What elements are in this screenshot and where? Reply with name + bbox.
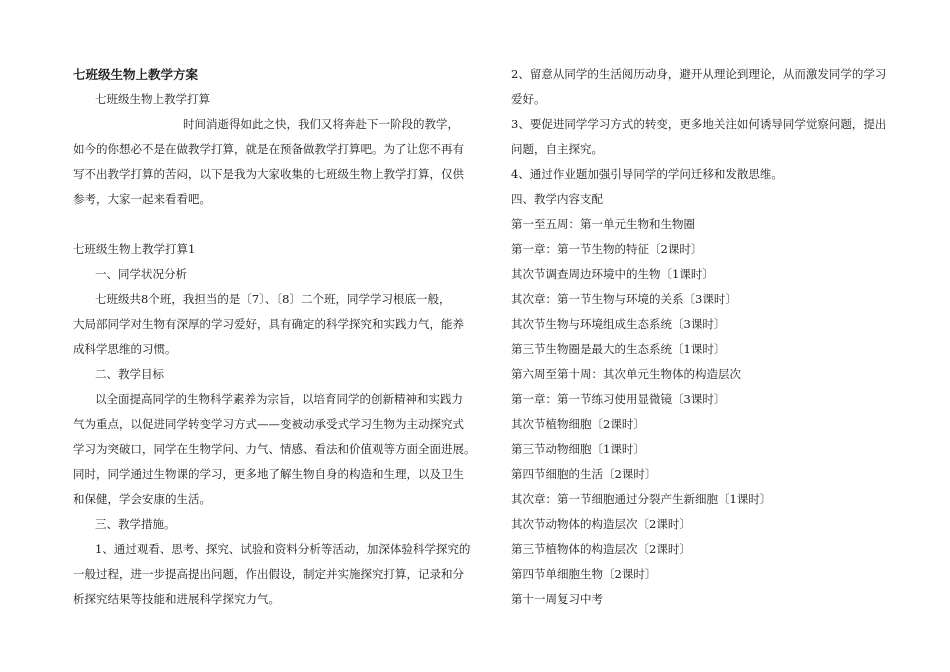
intro-line: 写不出教学打算的苦闷，以下是我为大家收集的七班级生物上教学打算，仅供 (73, 167, 464, 181)
body-line: 2、留意从同学的生活阅历动身，避开从理论到理论，从而激发同学的学习 (511, 67, 887, 81)
body-line: 和保健，学会安康的生活。 (73, 492, 211, 506)
schedule-item: 第一章：第一节练习使用显微镜〔3课时〕 (511, 392, 726, 406)
intro-line: 时间消逝得如此之快，我们又将奔赴下一阶段的教学， (183, 117, 459, 131)
document-subtitle: 七班级生物上教学打算 (95, 92, 210, 106)
schedule-item: 其次章：第一节生物与环境的关系〔3课时〕 (511, 292, 737, 306)
spacer (73, 212, 461, 237)
schedule-item: 其次节植物细胞〔2课时〕 (511, 417, 645, 431)
section-heading: 一、同学状况分析 (95, 267, 187, 281)
body-line: 大局部同学对生物有深厚的学习爱好，具有确定的科学探究和实践力气，能养 (73, 317, 464, 331)
body-line: 一般过程，进一步提高提出问题，作出假设，制定并实施探究打算，记录和分 (73, 567, 464, 581)
section-heading: 四、教学内容支配 (511, 192, 603, 206)
schedule-item: 其次节生物与环境组成生态系统〔3课时〕 (511, 317, 726, 331)
plan-heading: 七班级生物上教学打算1 (73, 242, 196, 256)
intro-line: 如今的你想必不是在做教学打算，就是在预备做教学打算吧。为了让您不再有 (73, 142, 464, 156)
schedule-item: 第三节生物圈是最大的生态系统〔1课时〕 (511, 342, 726, 356)
schedule-item: 第三节动物细胞〔1课时〕 (511, 442, 645, 456)
intro-line: 参考，大家一起来看看吧。 (73, 192, 211, 206)
body-line: 4、通过作业题加强引导同学的学问迁移和发散思维。 (511, 167, 783, 181)
body-line: 同时，同学通过生物课的学习，更多地了解生物自身的构造和生理，以及卫生 (73, 467, 464, 481)
schedule-item: 第四节细胞的生活〔2课时〕 (511, 467, 657, 481)
schedule-item: 其次节动物体的构造层次〔2课时〕 (511, 517, 691, 531)
schedule-item: 第一至五周：第一单元生物和生物圈 (511, 217, 695, 231)
schedule-item: 其次节调查周边环境中的生物〔1课时〕 (511, 267, 714, 281)
schedule-item: 其次章：第一节细胞通过分裂产生新细胞〔1课时〕 (511, 492, 772, 506)
body-line: 问题，自主探究。 (511, 142, 603, 156)
body-line: 学习为突破口，同学在生物学问、力气、情感、看法和价值观等方面全面进展。 (73, 442, 476, 456)
schedule-item: 第六周至第十周：其次单元生物体的构造层次 (511, 367, 741, 381)
right-column (511, 62, 891, 612)
schedule-item: 第十一周复习中考 (511, 592, 603, 606)
body-line: 爱好。 (511, 92, 546, 106)
body-line: 气为重点，以促进同学转变学习方式——变被动承受式学习生物为主动探究式 (73, 417, 464, 431)
left-column (73, 62, 476, 612)
document-title: 七班级生物上教学方案 (73, 67, 199, 82)
schedule-item: 第三节植物体的构造层次〔2课时〕 (511, 542, 691, 556)
body-line: 3、要促进同学学习方式的转变，更多地关注如何诱导同学觉察问题，提出 (511, 117, 887, 131)
body-line: 成科学思维的习惯。 (73, 342, 177, 356)
body-line: 析探究结果等技能和进展科学探究力气。 (73, 592, 280, 606)
body-line: 以全面提高同学的生物科学素养为宗旨，以培育同学的创新精神和实践力 (95, 392, 463, 406)
schedule-item: 第一章：第一节生物的特征〔2课时〕 (511, 242, 703, 256)
body-line: 1、通过观看、思考、探究、试验和资料分析等活动，加深体验科学探究的 (95, 542, 471, 556)
section-heading: 二、教学目标 (95, 367, 164, 381)
section-heading: 三、教学措施。 (95, 517, 176, 531)
body-line: 七班级共8个班，我担当的是〔7〕、〔8〕二个班，同学学习根底一般， (95, 292, 451, 306)
schedule-item: 第四节单细胞生物〔2课时〕 (511, 567, 657, 581)
